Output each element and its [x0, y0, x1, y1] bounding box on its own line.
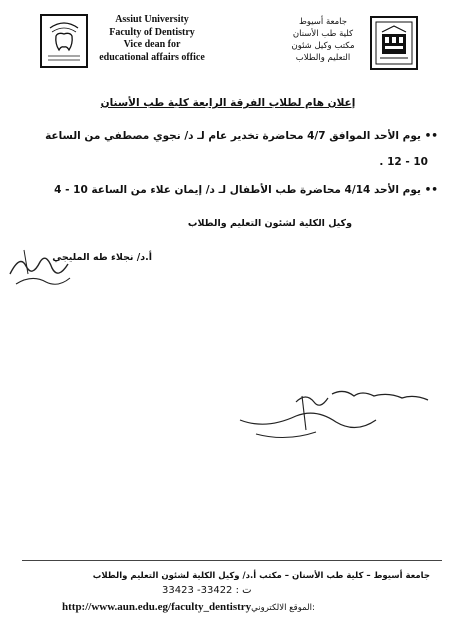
website-url[interactable]: http://www.aun.edu.eg/faculty_dentistry [62, 601, 252, 613]
signatory-name: أ.د/ نجلاء طه المليجي [52, 252, 152, 263]
announcement-text: يوم الأحد الموافق 4/7 محاضرة تخدير عام لـ د/ نجوي مصطفي من الساعة [45, 130, 421, 142]
header-english-line: Vice dean for [123, 39, 181, 50]
header-arabic-block [278, 16, 368, 64]
website-label: الموقع الالكتروني: [251, 603, 315, 613]
header-english-line: Assiut University [115, 14, 189, 25]
header-english-line: Faculty of Dentistry [109, 26, 195, 38]
assiut-university-logo [370, 16, 418, 70]
bullet-marker: •• [424, 130, 438, 142]
bullet-marker: •• [424, 184, 438, 196]
faculty-of-dentistry-logo [40, 14, 88, 68]
footer-address: جامعة أسيوط – كلية طب الأسنان – مكتب أ.د/ وكيل الكلية لشئون التعليم والطلاب [92, 571, 430, 581]
footer-divider [22, 560, 442, 561]
footer-website [62, 601, 315, 613]
footer-phone: ت : 33422- 33423 [162, 585, 252, 596]
header-arabic-line: كلية طب الأسنان [292, 29, 354, 39]
header-arabic-line: التعليم والطلاب [295, 53, 351, 63]
announcement-item [45, 130, 438, 142]
header-english-block [88, 14, 216, 64]
handwritten-note [236, 386, 436, 446]
announcement-text: يوم الأحد 4/14 محاضرة طب الأطفال لـ د/ إيمان علاء من الساعة 10 - 4 [54, 184, 421, 196]
signatory-title: وكيل الكلية لشئون التعليم والطلاب [187, 218, 352, 229]
announcement-continuation: 10 - 12 . [379, 156, 428, 168]
header-arabic-line: جامعة أسيوط [298, 17, 348, 27]
header-english-line: educational affairs office [99, 51, 205, 63]
announcement-item [54, 184, 438, 196]
announcement-title: إعلان هام لطلاب الفرقة الرابعة كلية طب الأسنان [100, 97, 356, 109]
handwritten-signature [6, 244, 76, 294]
header-arabic-line: مكتب وكيل شئون [291, 41, 355, 51]
